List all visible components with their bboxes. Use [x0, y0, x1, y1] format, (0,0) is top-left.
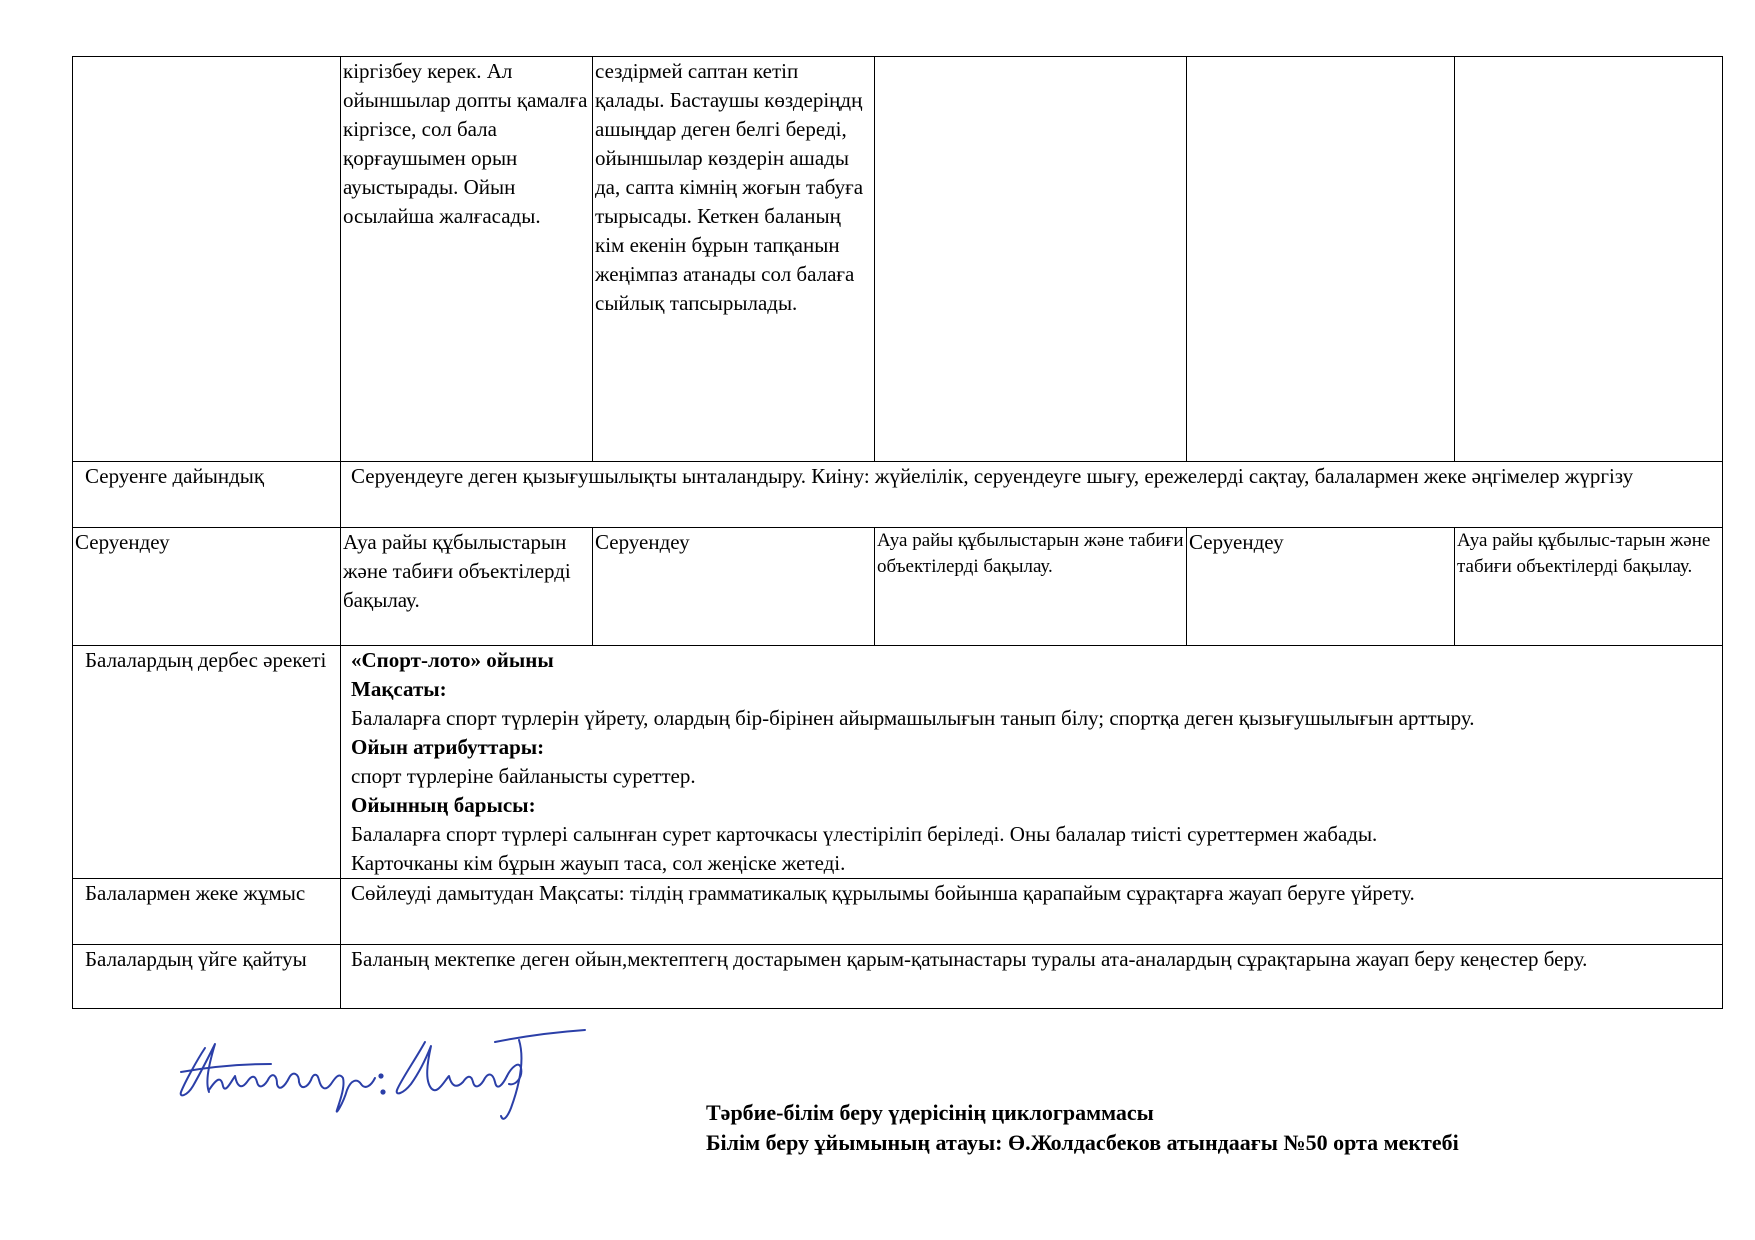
- walk-cell: Ауа райы құбылыстарын және табиғи объектілерді бақылау.: [341, 528, 593, 646]
- table-cell: [1455, 57, 1723, 462]
- individual-work-text: Сөйлеуді дамытудан Мақсаты: тілдің грамматикалық құрылымы бойынша қарапайым сұрақтарға жауап беруге үйрету.: [341, 879, 1723, 945]
- attributes-heading: Ойын атрибуттары:: [351, 735, 545, 759]
- row-label: Балалармен жеке жұмыс: [73, 879, 341, 945]
- row-label: Серуендеу: [73, 528, 341, 646]
- goal-text: Балаларға спорт түрлерін үйрету, олардың бір-бірінен айырмашылығын танып білу; спортқа деген қызығушылығын арттыру.: [351, 706, 1475, 730]
- footer: [706, 1098, 1459, 1158]
- table-row: [73, 879, 1723, 945]
- game-rules-cell: сездірмей саптан кетіп қалады. Бастаушы көздеріңдң ашыңдар деген белгі береді, ойыншылар көздерін ашады да, сапта кімнің жоғын табуға тырысады. Кеткен баланың кім екенін бұрын тапқанын жеңімпаз атанады сол балаға сыйлық тапсырылады.: [593, 57, 875, 462]
- row-label: Балалардың дербес әрекеті: [73, 646, 341, 879]
- game-title: «Спорт-лото» ойыны: [351, 648, 554, 672]
- attributes-text: спорт түрлеріне байланысты суреттер.: [351, 764, 696, 788]
- walk-cell: Ауа райы құбылыс-тарын және табиғи объектілерді бақылау.: [1455, 528, 1723, 646]
- row-label: Серуенге дайындық: [73, 462, 341, 528]
- goal-heading: Мақсаты:: [351, 677, 447, 701]
- game-rules-cell: кіргізбеу керек. Ал ойыншылар допты қамалға кіргізсе, сол бала қорғаушымен орын ауыстырады. Ойын осылайша жалғасады.: [341, 57, 593, 462]
- row-label: Балалардың үйге қайтуы: [73, 945, 341, 1009]
- table-row: [73, 528, 1723, 646]
- walk-cell: Серуендеу: [593, 528, 875, 646]
- independent-activity-cell: [341, 646, 1723, 879]
- schedule-table: [72, 56, 1723, 1009]
- document-title: Тәрбие-білім беру үдерісінің циклограммасы: [706, 1100, 1154, 1125]
- process-text: Балаларға спорт түрлері салынған сурет карточкасы үлестіріліп беріледі. Оны балалар тиісті суреттермен жабады.: [351, 822, 1378, 846]
- walk-preparation-text: Серуендеуге деген қызығушылықты ынталандыру. Киіну: жүйелілік, серуендеуге шығу, ережелерді сақтау, балалармен жеке әңгімелер жүргізу: [341, 462, 1723, 528]
- going-home-text: Баланың мектепке деген ойын,мектептегң достарымен қарым-қатынастары туралы ата-аналардың сұрақтарына жауап беру кеңестер беру.: [341, 945, 1723, 1009]
- walk-cell: Серуендеу: [1187, 528, 1455, 646]
- process-text: Карточканы кім бұрын жауып таса, сол жеңіске жетеді.: [351, 851, 846, 875]
- walk-cell: Ауа райы құбылыстарын және табиғи объектілерді бақылау.: [875, 528, 1187, 646]
- table-row: [73, 462, 1723, 528]
- table-row: [73, 57, 1723, 462]
- process-heading: Ойынның барысы:: [351, 793, 536, 817]
- table-cell: [1187, 57, 1455, 462]
- table-row: [73, 646, 1723, 879]
- table-row: [73, 945, 1723, 1009]
- table-cell: [73, 57, 341, 462]
- organization-name: Білім беру ұйымының атауы: Ө.Жолдасбеков атындаағы №50 орта мектебі: [706, 1130, 1459, 1155]
- handwritten-signature: [175, 1020, 615, 1135]
- table-cell: [875, 57, 1187, 462]
